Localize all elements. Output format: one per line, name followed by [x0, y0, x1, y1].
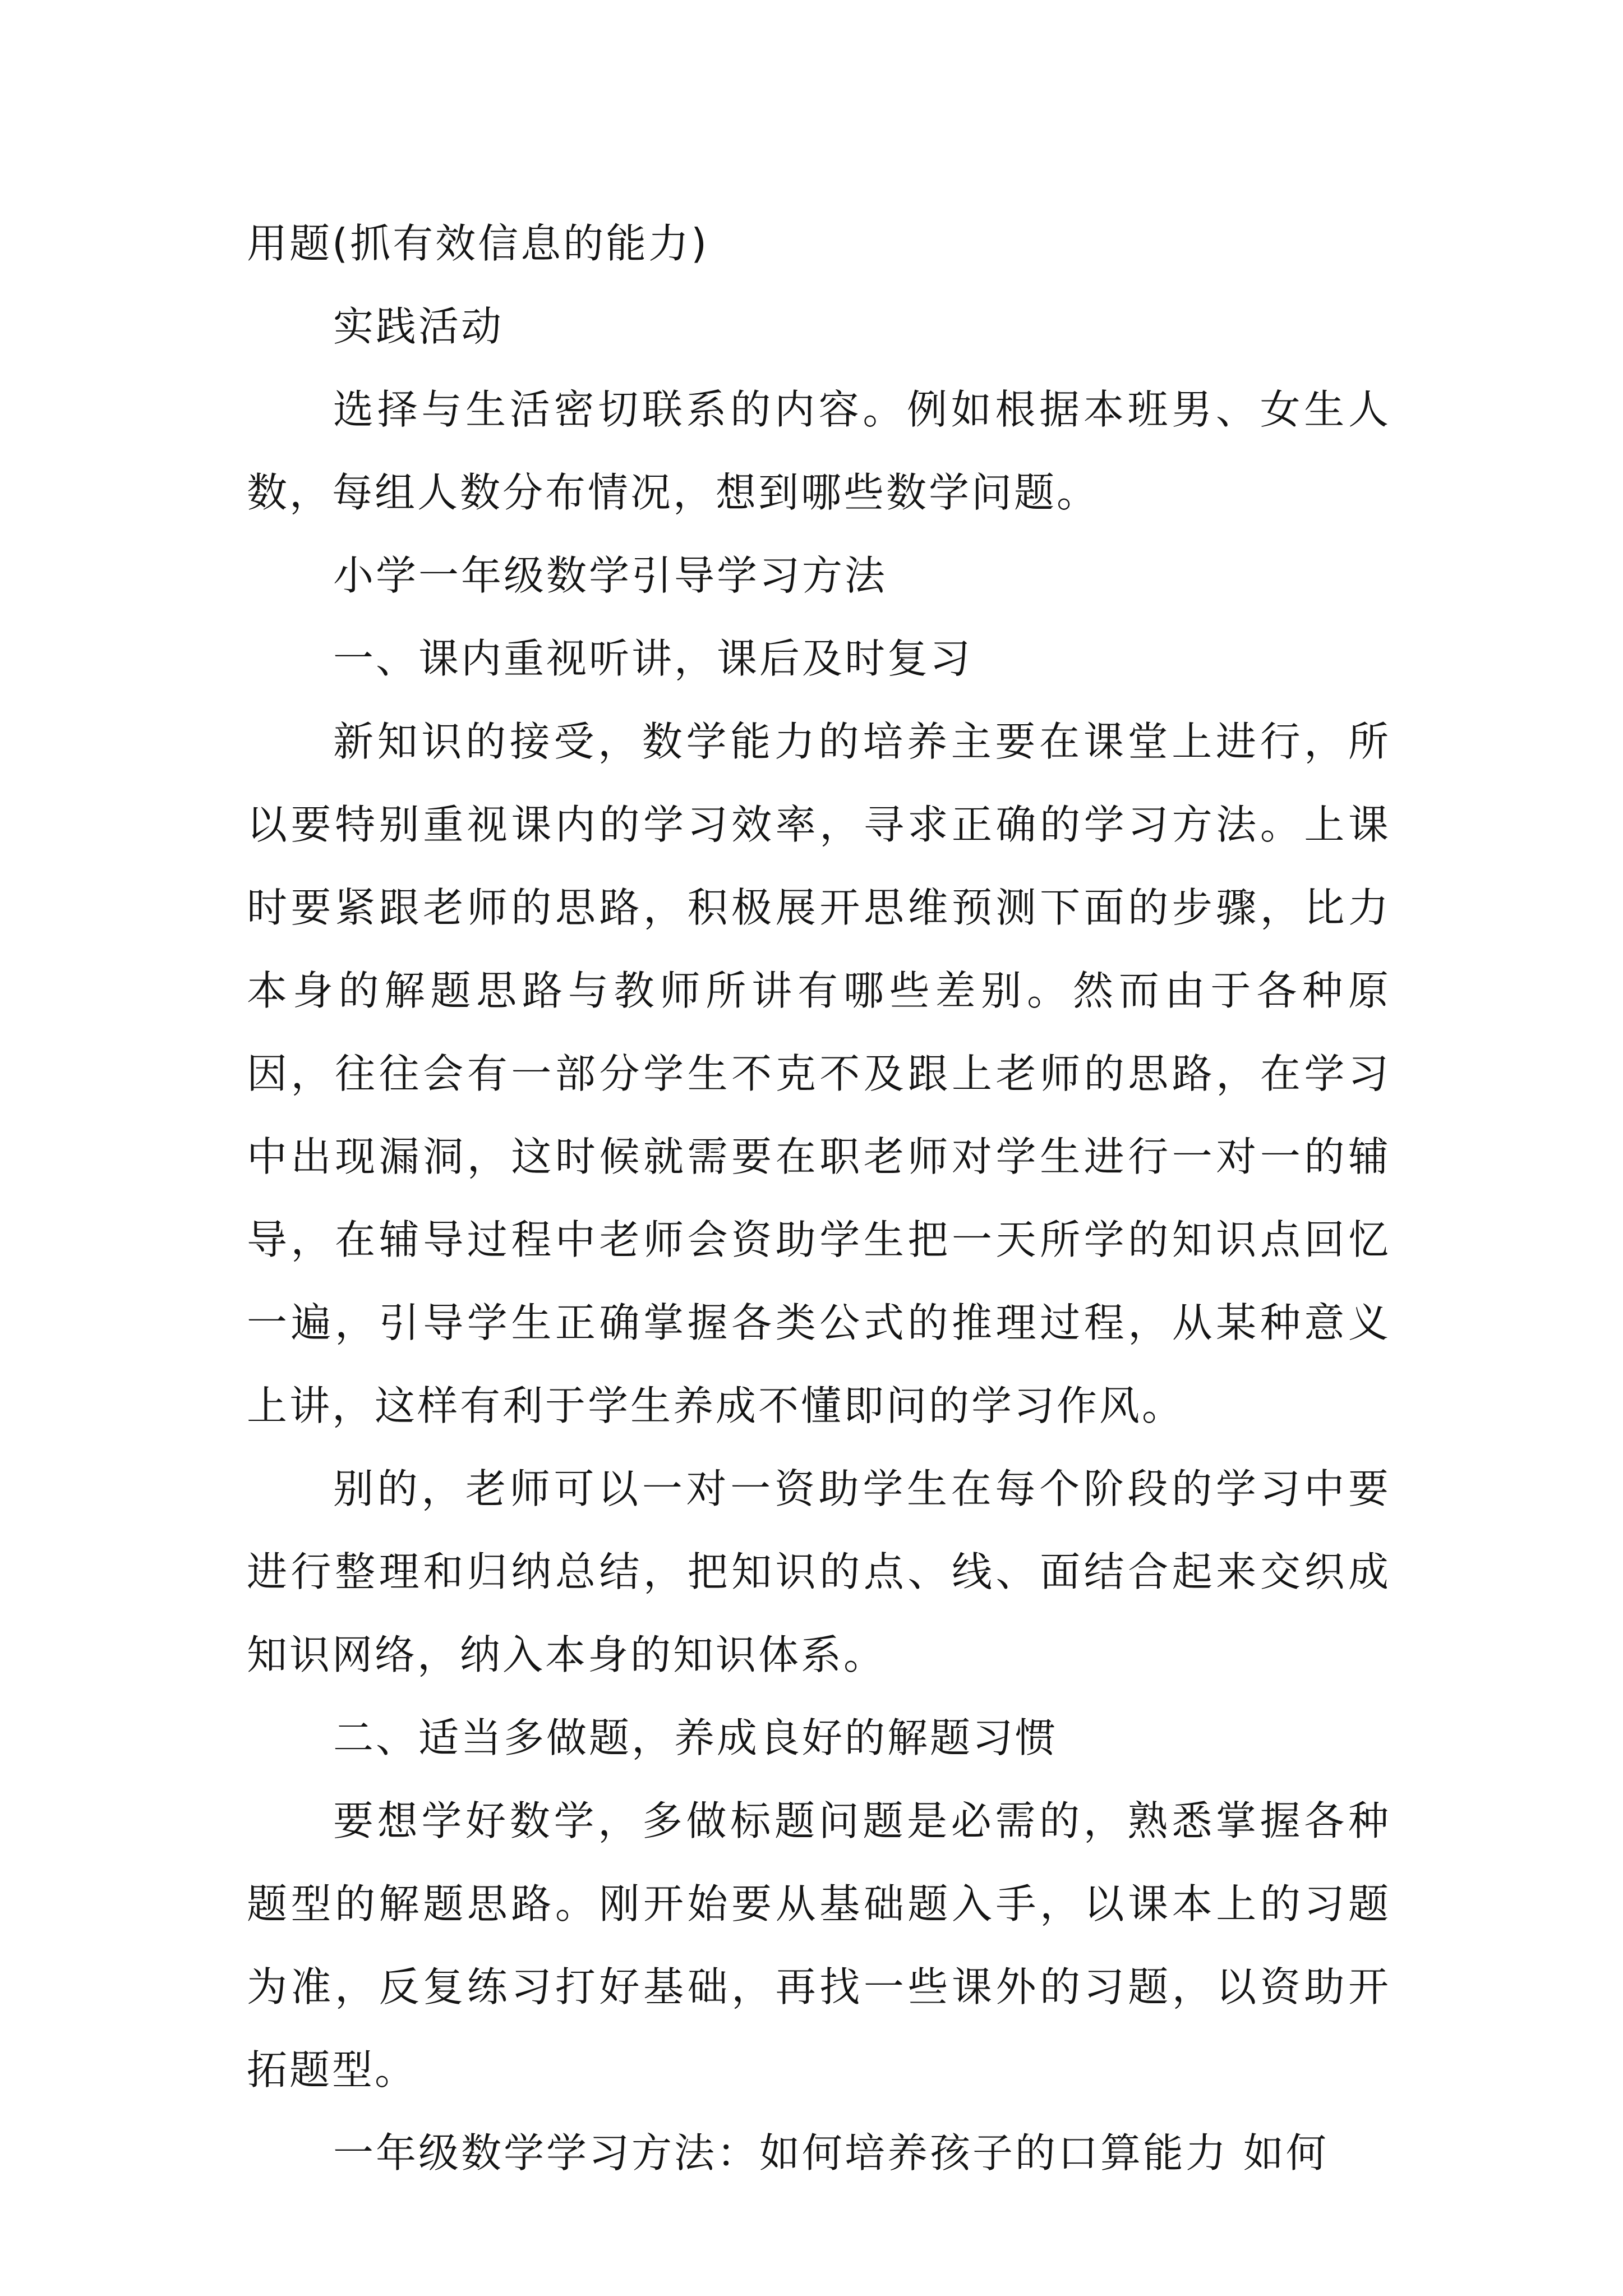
heading-section-two: 二、适当多做题，养成良好的解题习惯 [333, 1714, 1058, 1761]
paragraph-practice-content: 选择与生活密切联系的内容。例如根据本班男、女生人数，每组人数分布情况，想到哪些数学问题。 [247, 386, 1391, 516]
paragraph-practice-problems: 要想学好数学，多做标题问题是必需的，熟悉掌握各种题型的解题思路。刚开始要从基础题入手，以课本上的习题为准，反复练习打好基础，再找一些课外的习题，以资助开拓题型。 [247, 1797, 1391, 2093]
heading-section-one: 一、课内重视听讲，课后及时复习 [333, 635, 973, 682]
paragraph-mental-math: 一年级数学学习方法：如何培养孩子的口算能力 如何 [333, 2129, 1329, 2177]
paragraph-classroom-learning: 新知识的接受，数学能力的培养主要在课堂上进行，所以要特别重视课内的学习效率，寻求正确的学习方法。上课时要紧跟老师的思路，积极展开思维预测下面的步骤，比力本身的解题思路与教师所讲有哪些差别。然而由于各种原因，往往会有一部分学生不克不及跟上老师的思路，在学习中出现漏洞，这时候就需要在职老师对学生进行一对一的辅导，在辅导过程中老师会资助学生把一天所学的知识点回忆一遍，引导学生正确掌握各类公式的推理过程，从某种意义上讲，这样有利于学生养成不懂即问的学习作风。 [247, 718, 1391, 1429]
heading-practice-activity: 实践活动 [333, 303, 504, 350]
heading-learning-methods: 小学一年级数学引导学习方法 [333, 552, 888, 599]
document-body [247, 202, 1391, 2194]
paragraph-continuation: 用题(抓有效信息的能力) [247, 220, 709, 267]
paragraph-summarize: 别的，老师可以一对一资助学生在每个阶段的学习中要进行整理和归纳总结，把知识的点、线、面结合起来交织成知识网络，纳入本身的知识体系。 [247, 1465, 1391, 1678]
